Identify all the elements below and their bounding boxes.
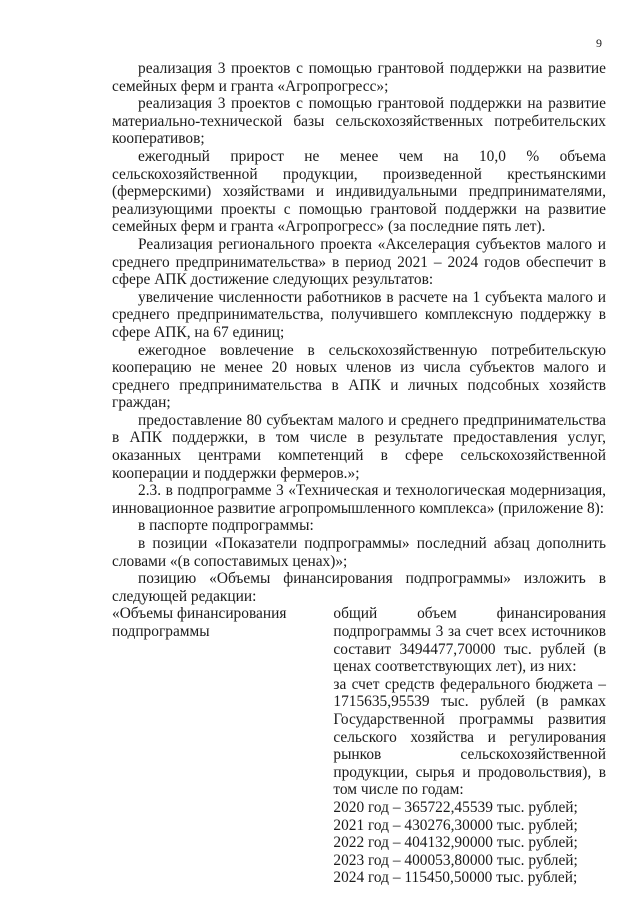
financing-year-2020: 2020 год – 365722,45539 тыс. рублей; bbox=[333, 798, 578, 816]
financing-table bbox=[112, 605, 606, 887]
financing-year-2022: 2022 год – 404132,90000 тыс. рублей; bbox=[333, 834, 578, 852]
paragraph-6: ежегодное вовлечение в сельскохозяйственную потребительскую кооперацию не менее 20 новых членов из числа субъектов малого и среднего предпринимательства в АПК и личных подсобных хозяйств граждан; bbox=[112, 341, 606, 412]
paragraph-4: Реализация регионального проекта «Акселерация субъектов малого и среднего предпринимательства» в период 2021 – 2024 годов обеспечит в сфере АПК достижение следующих результатов: bbox=[112, 235, 606, 289]
financing-value-cell bbox=[333, 605, 606, 887]
document-body bbox=[112, 60, 606, 887]
paragraph-5: увеличение численности работников в расчете на 1 субъекта малого и среднего предпринимательства, получившего комплексную поддержку в сфере АПК, на 67 единиц; bbox=[112, 288, 606, 341]
paragraph-8: 2.3. в подпрограмме 3 «Техническая и технологическая модернизация, инновационное развитие агропромышленного комплекса» (приложение 8): bbox=[112, 482, 606, 517]
paragraph-7: предоставление 80 субъектам малого и среднего предпринимательства в АПК поддержки, в том числе в результате предоставления услуг, оказанных центрами компетенций в сфере сельскохозяйственной кооперации и поддержки фермеров.»; bbox=[112, 411, 606, 482]
financing-year-2021: 2021 год – 430276,30000 тыс. рублей; bbox=[333, 816, 578, 834]
page-number: 9 bbox=[596, 36, 602, 50]
financing-label: «Объемы финансирования подпрограммы bbox=[112, 605, 287, 640]
financing-federal: за счет средств федерального бюджета – 1715635,95539 тыс. рублей (в рамках Государственной программы развития сельского хозяйства и регулирования рынков сельскохозяйственной продукции, сырья и продовольствия), в том числе по годам: bbox=[333, 675, 606, 799]
financing-label-cell bbox=[112, 605, 327, 887]
paragraph-1: реализация 3 проектов с помощью грантовой поддержки на развитие семейных ферм и гранта «Агропрогресс»; bbox=[112, 60, 606, 95]
paragraph-9: в паспорте подпрограммы: bbox=[138, 517, 314, 535]
paragraph-2: реализация 3 проектов с помощью грантовой поддержки на развитие материально-технической базы сельскохозяйственных потребительских кооперативов; bbox=[112, 95, 606, 148]
paragraph-10: в позиции «Показатели подпрограммы» последний абзац дополнить словами «(в сопоставимых ценах)»; bbox=[112, 535, 606, 570]
financing-year-2023: 2023 год – 400053,80000 тыс. рублей; bbox=[333, 851, 578, 869]
paragraph-3: ежегодный прирост не менее чем на 10,0 % объема сельскохозяйственной продукции, произведенной крестьянскими (фермерскими) хозяйствами и индивидуальными предпринимателями, реализующими проекты с помощью грантовой поддержки на развитие семейных ферм и гранта «Агропрогресс» (за последние пять лет). bbox=[112, 147, 606, 236]
paragraph-11: позицию «Объемы финансирования подпрограммы» изложить в следующей редакции: bbox=[112, 570, 606, 605]
financing-year-2024: 2024 год – 115450,50000 тыс. рублей; bbox=[333, 869, 578, 887]
financing-total: общий объем финансирования подпрограммы 3 за счет всех источников составит 3494477,70000 тыс. рублей (в ценах соответствующих лет), из них: bbox=[333, 605, 606, 676]
